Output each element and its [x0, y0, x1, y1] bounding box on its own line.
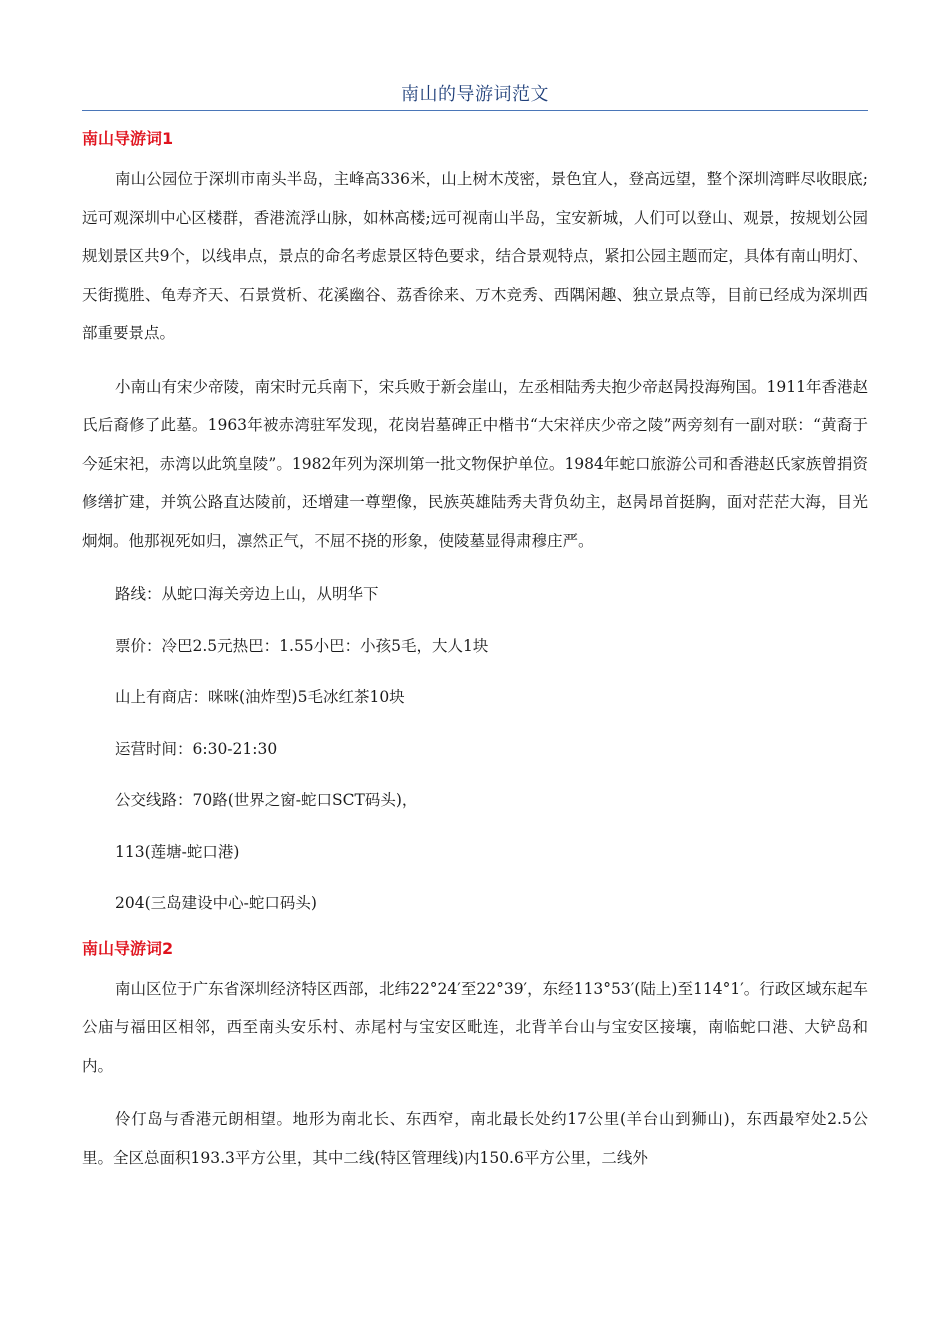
section-2: [82, 936, 868, 1178]
fare-line: 票价：冷巴2.5元热巴：1.55小巴：小孩5毛，大人1块: [115, 636, 489, 655]
hours-line: 运营时间：6:30-21:30: [115, 739, 278, 758]
section-1: [82, 126, 868, 923]
document-title: 南山的导游词范文: [401, 84, 549, 105]
bus-line: 公交线路：70路(世界之窗-蛇口SCT码头)，: [115, 791, 418, 809]
body-paragraph: 伶仃岛与香港元朗相望。地形为南北长、东西窄，南北最长处约17公里(羊台山到狮山)，东西最窄处2.5公里。全区总面积193.3平方公里，其中二线(特区管理线)内150.6平方公里，二线外: [82, 1110, 868, 1167]
section-heading: 南山导游词1: [82, 129, 174, 148]
bus-line: 113(莲塘-蛇口港): [115, 842, 240, 861]
body-paragraph: 南山公园位于深圳市南头半岛，主峰高336米，山上树木茂密，景色宜人，登高远望，整个深圳湾畔尽收眼底;远可观深圳中心区楼群，香港流浮山脉，如林高楼;远可视南山半岛，宝安新城，人们可以登山、观景，按规划公园规划景区共9个，以线串点，景点的命名考虑景区特色要求，结合景观特点，紧扣公园主题而定，具体有南山明灯、天街揽胜、龟寿齐天、石景赏析、花溪幽谷、荔香徐来、万木竞秀、西隅闲趣、独立景点等，目前已经成为深圳西部重要景点。: [82, 170, 868, 342]
section-heading: 南山导游词2: [82, 938, 174, 958]
body-paragraph: 南山区位于广东省深圳经济特区西部，北纬22°24′至22°39′，东经113°53′(陆上)至114°1′。行政区域东起车公庙与福田区相邻，西至南头安乐村、赤尾村与宝安区毗连，北背羊台山与宝安区接壤，南临蛇口港、大铲岛和内。: [82, 979, 868, 1075]
title-divider: [82, 110, 868, 111]
route-line: 路线：从蛇口海关旁边上山，从明华下: [115, 585, 379, 603]
document-body: [82, 126, 868, 1177]
body-paragraph: 小南山有宋少帝陵，南宋时元兵南下，宋兵败于新会崖山，左丞相陆秀夫抱少帝赵昺投海殉国。1911年香港赵氏后裔修了此墓。1963年被赤湾驻军发现，花岗岩墓碑正中楷书“大宋祥庆少帝之陵”两旁刻有一副对联：“黄裔于今延宋祀，赤湾以此筑皇陵”。1982年列为深圳第一批文物保护单位。1984年蛇口旅游公司和香港赵氏家族曾捐资修缮扩建，并筑公路直达陵前，还增建一尊塑像，民族英雄陆秀夫背负幼主，赵昺昂首挺胸，面对茫茫大海，目光炯炯。他那视死如归，凛然正气，不屈不挠的形象，使陵墓显得肃穆庄严。: [82, 377, 868, 550]
shop-line: 山上有商店：咪咪(油炸型)5毛冰红茶10块: [115, 688, 405, 706]
bus-line: 204(三岛建设中心-蛇口码头): [115, 894, 317, 912]
